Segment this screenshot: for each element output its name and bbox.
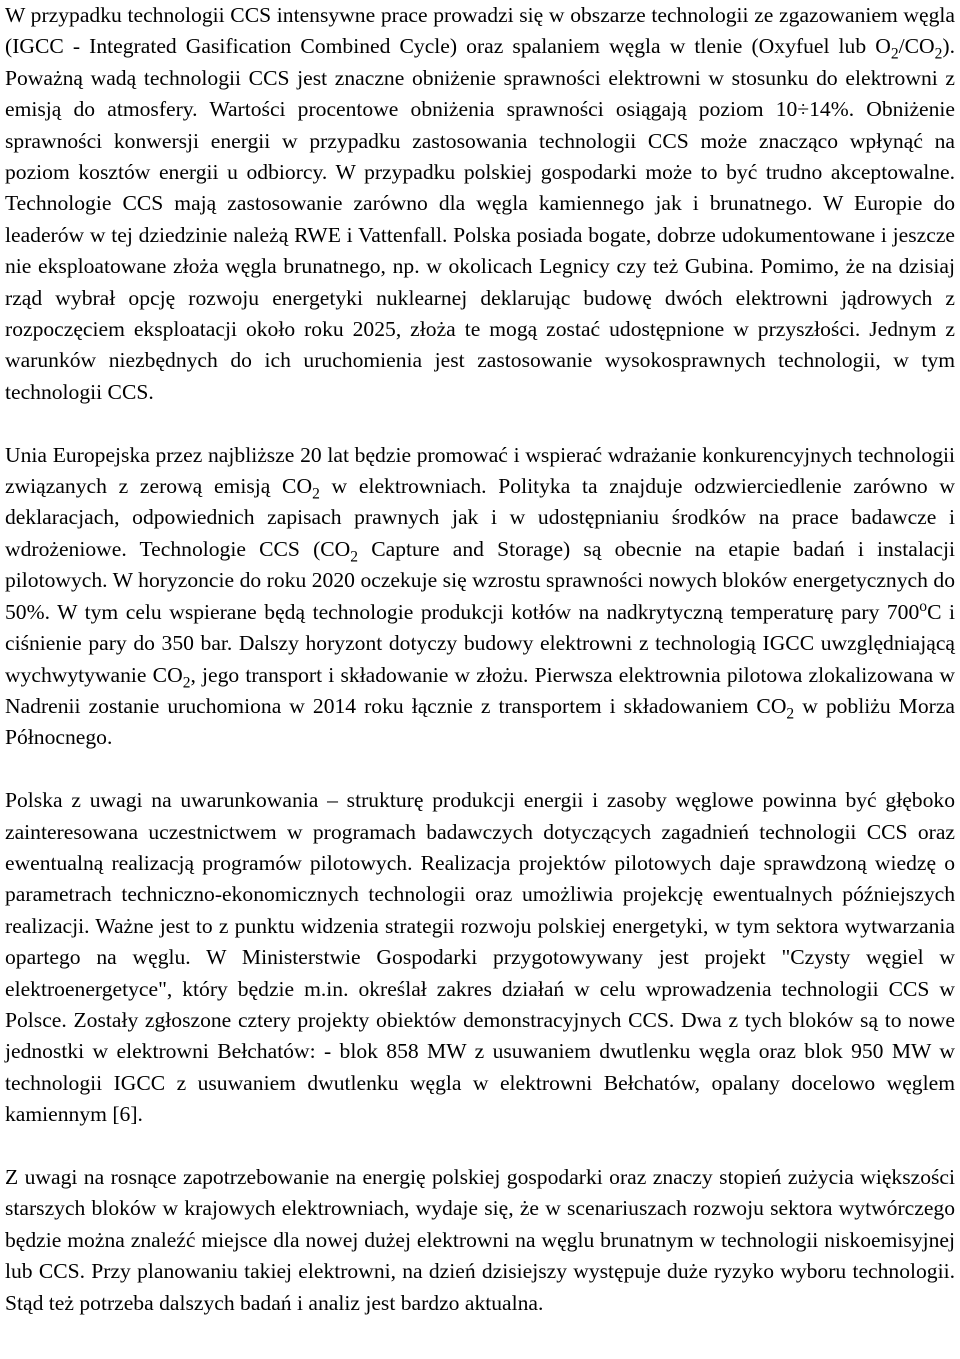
text-run: ). Poważną wadą technologii CCS jest znaczne obniżenie sprawności elektrowni w stosunku do elektrowni z emisją do atmosfery. Wartości procentowe obniżenia sprawności osiągają poziom 10÷14%. Obniżenie sprawności konwersji energii w przypadku zastosowania technologii CCS może znacząco wpłynąć na poziom kosztów energii u odbiorcy. W przypadku polskiej gospodarki może to być trudno akceptowalne. Technologie CCS mają zastosowanie zarówno dla węgla kamiennego jak i brunatnego. W Europie do leaderów w tej dziedzinie należą RWE i Vattenfall. Polska posiada bogate, dobrze udokumentowane i jeszcze nie eksploatowane złoża węgla brunatnego, np. w okolicach Legnicy czy też Gubina. Pomimo, że na dzisiaj rząd wybrał opcję rozwoju energetyki nuklearnej deklarując budowę dwóch elektrowni jądrowych z rozpoczęciem eksploatacji około roku 2025, złoża te mogą zostać udostępnione w przyszłości. Jednym z warunków niezbędnych do ich uruchomienia jest zastosowanie wysokosprawnych technologii, w tym technologii CCS.	[5, 34, 955, 404]
text-run: Polska z uwagi na uwarunkowania – strukturę produkcji energii i zasoby węglowe powinna być głęboko zainteresowana uczestnictwem w programach badawczych dotyczących zagadnień technologii CCS oraz ewentualną realizacją programów pilotowych. Realizacja projektów pilotowych daje sprawdzoną wiedzę o parametrach techniczno-ekonomicznych technologii oraz umożliwia projekcję ewentualnych późniejszych realizacji. Ważne jest to z punktu widzenia strategii rozwoju polskiej energetyki, w tym sektora wytwarzania opartego na węglu. W Ministerstwie Gospodarki przygotowywany jest projekt "Czysty węgiel w elektroenergetyce", który będzie m.in. określał zakres działań w celu wprowadzenia technologii CCS w Polsce. Zostały zgłoszone cztery projekty obiektów demonstracyjnych CCS. Dwa z tych bloków są to nowe jednostki w elektrowni Bełchatów: - blok 858 MW z usuwaniem dwutlenku węgla oraz blok 950 MW w technologii IGCC z usuwaniem dwutlenku węgla w elektrowni Bełchatów, opalany docelowo węglem kamiennym [6].	[5, 788, 955, 1127]
paragraph-energy-demand	[5, 1162, 955, 1319]
paragraph-ccs-technologies	[5, 0, 955, 408]
text-run: Z uwagi na rosnące zapotrzebowanie na energię polskiej gospodarki oraz znaczy stopień zużycia większości starszych bloków w krajowych elektrowniach, wydaje się, że w scenariuszach rozwoju sektora wytwórczego będzie można znaleźć miejsce dla nowej dużej elektrowni na węglu brunatnym w technologii niskoemisyjnej lub CCS. Przy planowaniu takiej elektrowni, na dzień dzisiejszy występuje duże ryzyko wyboru technologii. Stąd też potrzeba dalszych badań i analiz jest bardzo aktualna.	[5, 1164, 955, 1315]
text-run: C i ciśnienie pary do 350 bar. Dalszy horyzont dotyczy budowy elektrowni z technologią IGCC uwzględniającą wychwytywanie CO	[5, 599, 955, 687]
subscript: 2	[182, 673, 191, 691]
subscript: 2	[890, 45, 899, 63]
subscript: 2	[350, 548, 359, 566]
text-run: Unia Europejska przez najbliższe 20 lat będzie promować i wspierać wdrażanie konkurencyjnych technologii związanych z zerową emisją CO	[5, 442, 955, 499]
text-run: W przypadku technologii CCS intensywne prace prowadzi się w obszarze technologii ze zgazowaniem węgla (IGCC - Integrated Gasification Combined Cycle) oraz spalaniem węgla w tlenie (Oxyfuel lub O	[5, 3, 955, 59]
text-run: Capture and Storage) są obecnie na etapie badań i instalacji pilotowych. W horyzoncie do roku 2020 oczekuje się wzrostu sprawności nowych bloków energetycznych do 50%. W tym celu wspierane będą technologie produkcji kotłów na nadkrytyczną temperaturę pary 700	[5, 536, 955, 624]
subscript: 2	[312, 485, 320, 503]
text-run: w pobliżu Morza Północnego.	[5, 693, 955, 750]
paragraph-eu-policy	[5, 440, 955, 754]
text-run: , jego transport i składowanie w złożu. Pierwsza elektrownia pilotowa zlokalizowana w Nadrenii zostanie uruchomiona w 2014 roku łącznie z transportem i składowaniem CO	[5, 662, 955, 718]
subscript: 2	[934, 45, 943, 63]
superscript: o	[919, 597, 928, 615]
subscript: 2	[786, 705, 795, 723]
text-run: w elektrowniach. Polityka ta znajduje odzwierciedlenie zarówno w deklaracjach, odpowiednich zapisach prawnych jak i w udostępnianiu środków na prace badawcze i wdrożeniowe. Technologie CCS (CO	[5, 474, 955, 561]
paragraph-poland-pilot-programs	[5, 785, 955, 1130]
text-run: /CO	[898, 34, 935, 59]
